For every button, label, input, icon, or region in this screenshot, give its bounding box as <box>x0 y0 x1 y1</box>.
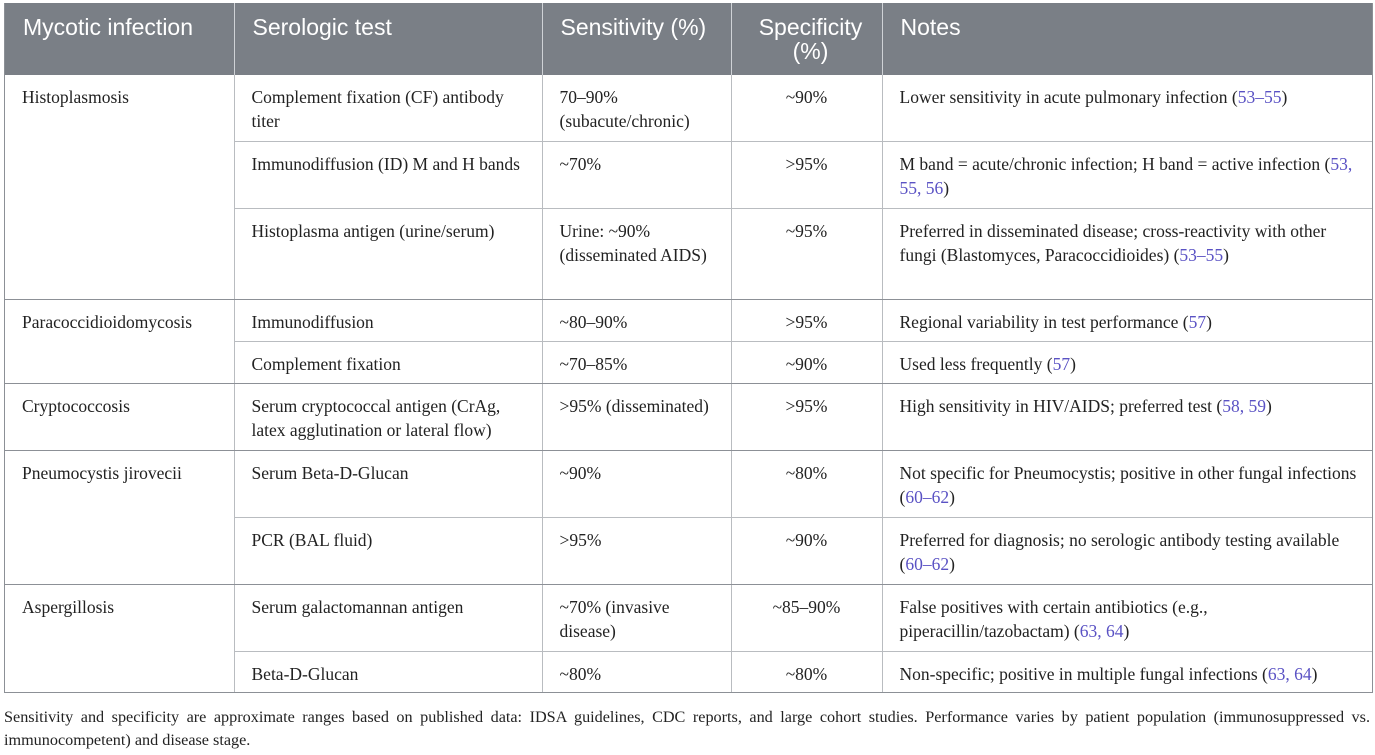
note-text: False positives with certain antibiotics (e.g., piperacillin/tazobactam) ( <box>899 596 1208 641</box>
notes-cell <box>882 75 1372 141</box>
table-header-row <box>5 3 1372 75</box>
notes-cell <box>882 341 1372 383</box>
note-end: ) <box>949 553 955 574</box>
sensitivity-cell: Urine: ~90% (disseminated AIDS) <box>542 208 731 299</box>
header-notes: Notes <box>882 3 1372 75</box>
notes-cell <box>882 299 1372 341</box>
specificity-cell: ~90% <box>731 517 882 584</box>
infection-cell: Cryptococcosis <box>5 383 234 450</box>
specificity-cell: >95% <box>731 299 882 341</box>
test-cell: Immunodiffusion <box>234 299 542 341</box>
note-end: ) <box>1223 244 1229 265</box>
note-end: ) <box>1070 353 1076 374</box>
table-row <box>5 584 1372 651</box>
header-sensitivity: Sensitivity (%) <box>542 3 731 75</box>
reference-link[interactable]: 63, 64 <box>1267 663 1312 684</box>
table-footnote: Sensitivity and specificity are approximate ranges based on published data: IDSA guidelines, CDC reports, and large cohort studies. Performance varies by patient population (immunosuppressed vs. immunocompetent) and disease stage. <box>4 708 1370 749</box>
note-end: ) <box>1311 663 1318 684</box>
reference-link[interactable]: 57 <box>1052 353 1071 374</box>
specificity-cell: ~80% <box>731 651 882 692</box>
reference-link[interactable]: 57 <box>1188 311 1207 332</box>
note-text: Preferred in disseminated disease; cross-reactivity with other fungi (Blastomyces, Paracoccidioides) ( <box>899 220 1327 265</box>
reference-link[interactable]: 60–62 <box>905 553 950 574</box>
serology-table-container <box>4 3 1373 693</box>
note-end: ) <box>1265 395 1272 416</box>
table-row <box>5 75 1372 141</box>
header-specificity: Specificity (%) <box>731 3 882 75</box>
specificity-cell: ~85–90% <box>731 584 882 651</box>
test-cell: Immunodiffusion (ID) M and H bands <box>234 141 542 208</box>
notes-cell <box>882 517 1372 584</box>
serology-table <box>5 3 1372 692</box>
note-text: Non-specific; positive in multiple fungal infections ( <box>899 663 1268 684</box>
test-cell: Beta-D-Glucan <box>234 651 542 692</box>
specificity-cell: >95% <box>731 383 882 450</box>
test-cell: Serum Beta-D-Glucan <box>234 450 542 517</box>
test-cell: Complement fixation <box>234 341 542 383</box>
test-cell: Serum galactomannan antigen <box>234 584 542 651</box>
header-test: Serologic test <box>234 3 542 75</box>
note-text: Preferred for diagnosis; no serologic antibody testing available ( <box>899 529 1340 574</box>
notes-cell <box>882 584 1372 651</box>
note-text: Not specific for Pneumocystis; positive in other fungal infections ( <box>899 462 1357 507</box>
notes-cell <box>882 208 1372 299</box>
specificity-cell: ~95% <box>731 208 882 299</box>
infection-cell: Pneumocystis jirovecii <box>5 450 234 584</box>
test-cell: Complement fixation (CF) antibody titer <box>234 75 542 141</box>
header-infection: Mycotic infection <box>5 3 234 75</box>
specificity-cell: ~90% <box>731 341 882 383</box>
table-row <box>5 299 1372 341</box>
notes-cell <box>882 141 1372 208</box>
note-text: Lower sensitivity in acute pulmonary infection ( <box>899 87 1238 107</box>
sensitivity-cell: ~90% <box>542 450 731 517</box>
specificity-cell: >95% <box>731 141 882 208</box>
note-text: Regional variability in test performance ( <box>899 311 1189 332</box>
table-row <box>5 450 1372 517</box>
sensitivity-cell: >95% <box>542 517 731 584</box>
note-end: ) <box>949 486 955 507</box>
reference-link[interactable]: 53–55 <box>1179 244 1224 265</box>
test-cell: PCR (BAL fluid) <box>234 517 542 584</box>
infection-cell: Aspergillosis <box>5 584 234 692</box>
sensitivity-cell: ~70% (invasive disease) <box>542 584 731 651</box>
note-end: ) <box>1281 87 1288 107</box>
notes-cell <box>882 651 1372 692</box>
notes-cell <box>882 383 1372 450</box>
sensitivity-cell: ~70–85% <box>542 341 731 383</box>
note-end: ) <box>1123 620 1130 641</box>
note-end: ) <box>943 177 950 198</box>
infection-cell: Histoplasmosis <box>5 75 234 299</box>
table-row <box>5 383 1372 450</box>
infection-cell: Paracoccidioidomycosis <box>5 299 234 383</box>
sensitivity-cell: ~80–90% <box>542 299 731 341</box>
reference-link[interactable]: 53–55 <box>1237 87 1282 107</box>
notes-cell <box>882 450 1372 517</box>
sensitivity-cell: >95% (disseminated) <box>542 383 731 450</box>
specificity-cell: ~80% <box>731 450 882 517</box>
reference-link[interactable]: 60–62 <box>905 486 950 507</box>
reference-link[interactable]: 58, 59 <box>1222 395 1266 416</box>
sensitivity-cell: ~80% <box>542 651 731 692</box>
test-cell: Serum cryptococcal antigen (CrAg, latex agglutination or lateral flow) <box>234 383 542 450</box>
sensitivity-cell: ~70% <box>542 141 731 208</box>
specificity-cell: ~90% <box>731 75 882 141</box>
note-text: High sensitivity in HIV/AIDS; preferred test ( <box>899 395 1223 416</box>
reference-link[interactable]: 63, 64 <box>1079 620 1124 641</box>
note-text: M band = acute/chronic infection; H band = active infection ( <box>899 153 1331 174</box>
reference-link[interactable]: 53, 55, 56 <box>899 153 1353 198</box>
test-cell: Histoplasma antigen (urine/serum) <box>234 208 542 299</box>
note-text: Used less frequently ( <box>899 353 1053 374</box>
sensitivity-cell: 70–90% (subacute/chronic) <box>542 75 731 141</box>
note-end: ) <box>1206 311 1212 332</box>
